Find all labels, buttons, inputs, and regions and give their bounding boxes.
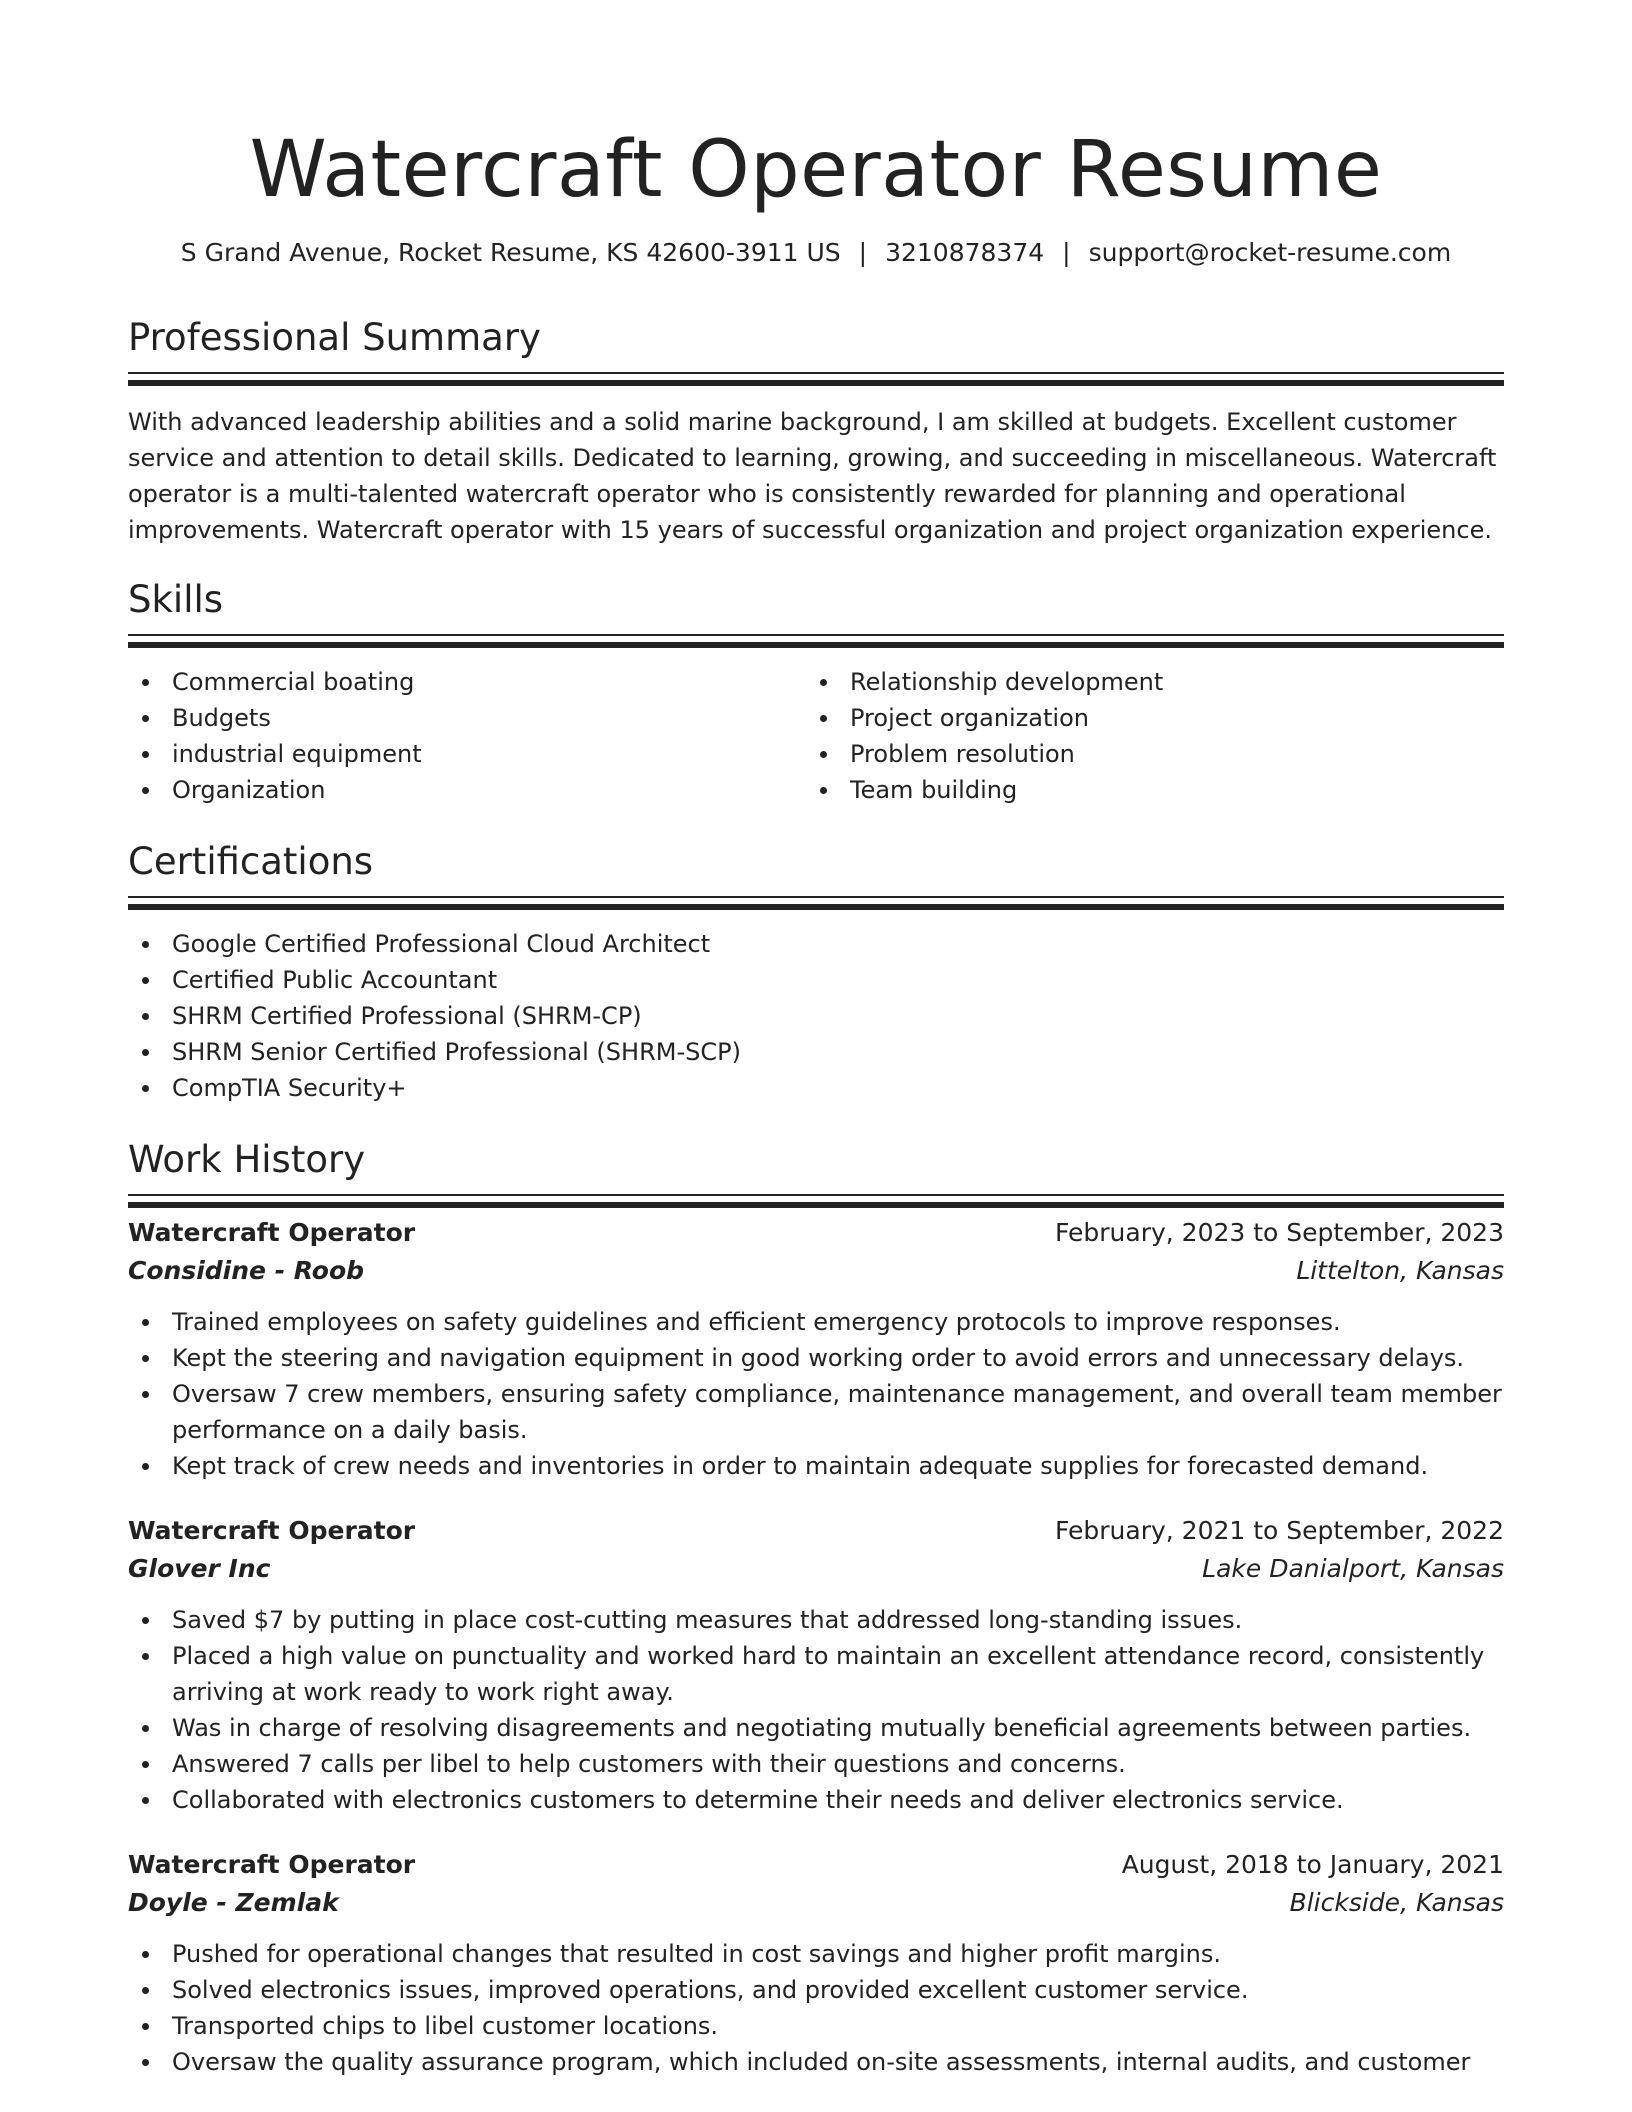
job-location: Blickside, Kansas	[1289, 1888, 1504, 1917]
job-bullet: Placed a high value on punctuality and worked hard to maintain an excellent attendance record, consistently arriving at work ready to work right away.	[128, 1638, 1504, 1710]
job-bullet: Answered 7 calls per libel to help customers with their questions and concerns.	[128, 1746, 1504, 1782]
contact-address: S Grand Avenue, Rocket Resume, KS 42600-3911 US	[180, 238, 841, 267]
skill-item: Organization	[128, 772, 806, 808]
section-divider	[128, 372, 1504, 374]
job-header	[128, 1512, 1504, 1550]
job-company: Considine - Roob	[128, 1256, 365, 1285]
job-bullet: Kept the steering and navigation equipment in good working order to avoid errors and unnecessary delays.	[128, 1340, 1504, 1376]
job-bullet: Oversaw 7 crew members, ensuring safety compliance, maintenance management, and overall team member performance on a daily basis.	[128, 1376, 1504, 1448]
job-bullets	[128, 1304, 1504, 1484]
section-divider	[128, 896, 1504, 898]
job-dates: February, 2023 to September, 2023	[1055, 1218, 1504, 1247]
certifications-list	[128, 926, 1504, 1106]
section-divider	[128, 1194, 1504, 1196]
job-location: Littelton, Kansas	[1296, 1256, 1504, 1285]
job-bullet: Kept track of crew needs and inventories in order to maintain adequate supplies for forecasted demand.	[128, 1448, 1504, 1484]
section-divider	[128, 634, 1504, 636]
job-header	[128, 1846, 1504, 1884]
skill-item: industrial equipment	[128, 736, 806, 772]
contact-phone: 3210878374	[885, 238, 1045, 267]
job-entry	[128, 1512, 1504, 1818]
contact-separator: |	[858, 238, 868, 267]
certification-item: CompTIA Security+	[128, 1070, 1504, 1106]
job-subheader	[128, 1550, 1504, 1588]
job-bullet: Pushed for operational changes that resulted in cost savings and higher profit margins.	[128, 1936, 1504, 1972]
work-history-section	[128, 1136, 1504, 2080]
work-history-heading: Work History	[128, 1138, 366, 1181]
skill-item: Commercial boating	[128, 664, 806, 700]
skills-column-right	[806, 664, 1484, 808]
skills-heading: Skills	[128, 578, 224, 621]
contact-separator: |	[1062, 238, 1071, 267]
job-bullet: Was in charge of resolving disagreements and negotiating mutually beneficial agreements between parties.	[128, 1710, 1504, 1746]
job-bullet: Trained employees on safety guidelines and efficient emergency protocols to improve responses.	[128, 1304, 1504, 1340]
resume-page	[128, 0, 1504, 2112]
job-bullet: Collaborated with electronics customers to determine their needs and deliver electronics service.	[128, 1782, 1504, 1818]
job-bullet: Saved $7 by putting in place cost-cutting measures that addressed long-standing issues.	[128, 1602, 1504, 1638]
certification-item: Certified Public Accountant	[128, 962, 1504, 998]
job-title: Watercraft Operator	[128, 1850, 416, 1879]
skill-item: Relationship development	[806, 664, 1484, 700]
job-bullet: Transported chips to libel customer locations.	[128, 2008, 1504, 2044]
skill-item: Budgets	[128, 700, 806, 736]
job-bullets	[128, 1602, 1504, 1818]
summary-heading: Professional Summary	[128, 316, 541, 359]
job-company: Doyle - Zemlak	[128, 1888, 339, 1917]
skill-item: Team building	[806, 772, 1484, 808]
job-bullet: Oversaw the quality assurance program, which included on-site assessments, internal audits, and customer	[128, 2044, 1504, 2080]
summary-section	[128, 314, 1504, 548]
job-dates: August, 2018 to January, 2021	[1121, 1850, 1504, 1879]
job-dates: February, 2021 to September, 2022	[1055, 1516, 1504, 1545]
contact-email: support@rocket-resume.com	[1088, 238, 1452, 267]
job-company: Glover Inc	[128, 1554, 271, 1583]
skill-item: Project organization	[806, 700, 1484, 736]
job-location: Lake Danialport, Kansas	[1202, 1554, 1504, 1583]
job-bullets	[128, 1936, 1504, 2080]
certifications-section	[128, 838, 1504, 1106]
skills-column-left	[128, 664, 806, 808]
summary-text: With advanced leadership abilities and a solid marine background, I am skilled at budgets. Excellent customer service and attention to detail skills. Dedicated to learning, growing, and succeeding in miscellaneous. Watercraft operator is a multi-talented watercraft operator who is consistently rewarded for planning and operational improvements. Watercraft operator with 15 years of successful organization and project organization experience.	[128, 408, 1497, 544]
job-subheader	[128, 1252, 1504, 1290]
certification-item: SHRM Senior Certified Professional (SHRM-SCP)	[128, 1034, 1504, 1070]
job-entry	[128, 1846, 1504, 2080]
certification-item: Google Certified Professional Cloud Architect	[128, 926, 1504, 962]
skill-item: Problem resolution	[806, 736, 1484, 772]
job-subheader	[128, 1884, 1504, 1922]
contact-line	[128, 236, 1504, 270]
skills-section	[128, 576, 1504, 808]
job-header	[128, 1214, 1504, 1252]
job-title: Watercraft Operator	[128, 1218, 416, 1247]
skills-grid	[128, 664, 1504, 808]
resume-title: Watercraft Operator Resume	[249, 125, 1383, 215]
job-title: Watercraft Operator	[128, 1516, 416, 1545]
job-bullet: Solved electronics issues, improved operations, and provided excellent customer service.	[128, 1972, 1504, 2008]
certifications-heading: Certifications	[128, 840, 374, 883]
job-entry	[128, 1214, 1504, 1484]
certification-item: SHRM Certified Professional (SHRM-CP)	[128, 998, 1504, 1034]
